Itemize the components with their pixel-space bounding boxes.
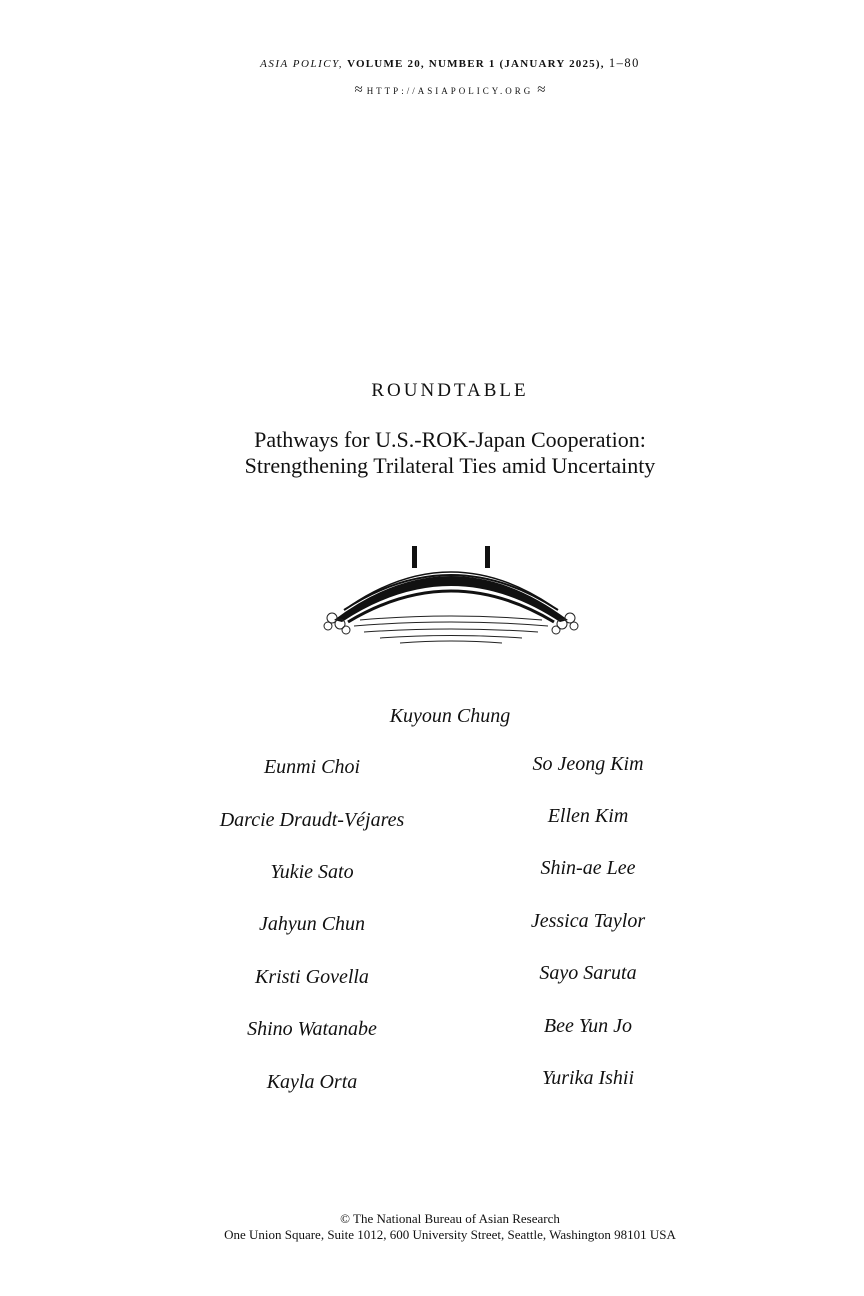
arched-bridge-icon (320, 540, 582, 650)
author-left: Yukie Sato (270, 861, 354, 883)
author-left: Shino Watanabe (247, 1018, 377, 1040)
title-line-2: Strengthening Trilateral Ties amid Uncertainty (244, 453, 656, 478)
copyright-line: © The National Bureau of Asian Research (340, 1211, 560, 1226)
author-left: Kayla Orta (266, 1071, 358, 1093)
author-left: Eunmi Choi (263, 756, 361, 778)
lead-author: Kuyoun Chung (389, 705, 511, 727)
article-title (0, 427, 864, 479)
right-ornament-icon: ≈ (537, 82, 546, 98)
title-line-1: Pathways for U.S.-ROK-Japan Cooperation: (254, 427, 646, 452)
section-label: ROUNDTABLE (371, 380, 529, 401)
page-range: 1–80 (608, 56, 640, 70)
author-left: Kristi Govella (255, 966, 369, 988)
journal-name: ASIA POLICY, (260, 58, 343, 70)
author-left: Jahyun Chun (258, 913, 366, 935)
author-left: Darcie Draudt-Véjares (219, 809, 405, 831)
author-right: Ellen Kim (547, 805, 629, 827)
author-right: Shin-ae Lee (540, 857, 636, 879)
left-ornament-icon: ≈ (354, 82, 363, 98)
address-line: One Union Square, Suite 1012, 600 University Street, Seattle, Washington 98101 USA (224, 1227, 676, 1242)
journal-citation (0, 56, 864, 71)
author-right: So Jeong Kim (532, 753, 644, 775)
author-right: Jessica Taylor (530, 910, 646, 932)
journal-url[interactable]: HTTP://ASIAPOLICY.ORG (366, 85, 534, 96)
author-right: Sayo Saruta (539, 962, 637, 984)
volume-info: VOLUME 20, NUMBER 1 (JANUARY 2025), (347, 58, 605, 70)
publisher-footer (0, 1211, 864, 1243)
journal-url-row (0, 82, 864, 99)
author-right: Yurika Ishii (541, 1067, 635, 1089)
author-right: Bee Yun Jo (543, 1015, 633, 1037)
